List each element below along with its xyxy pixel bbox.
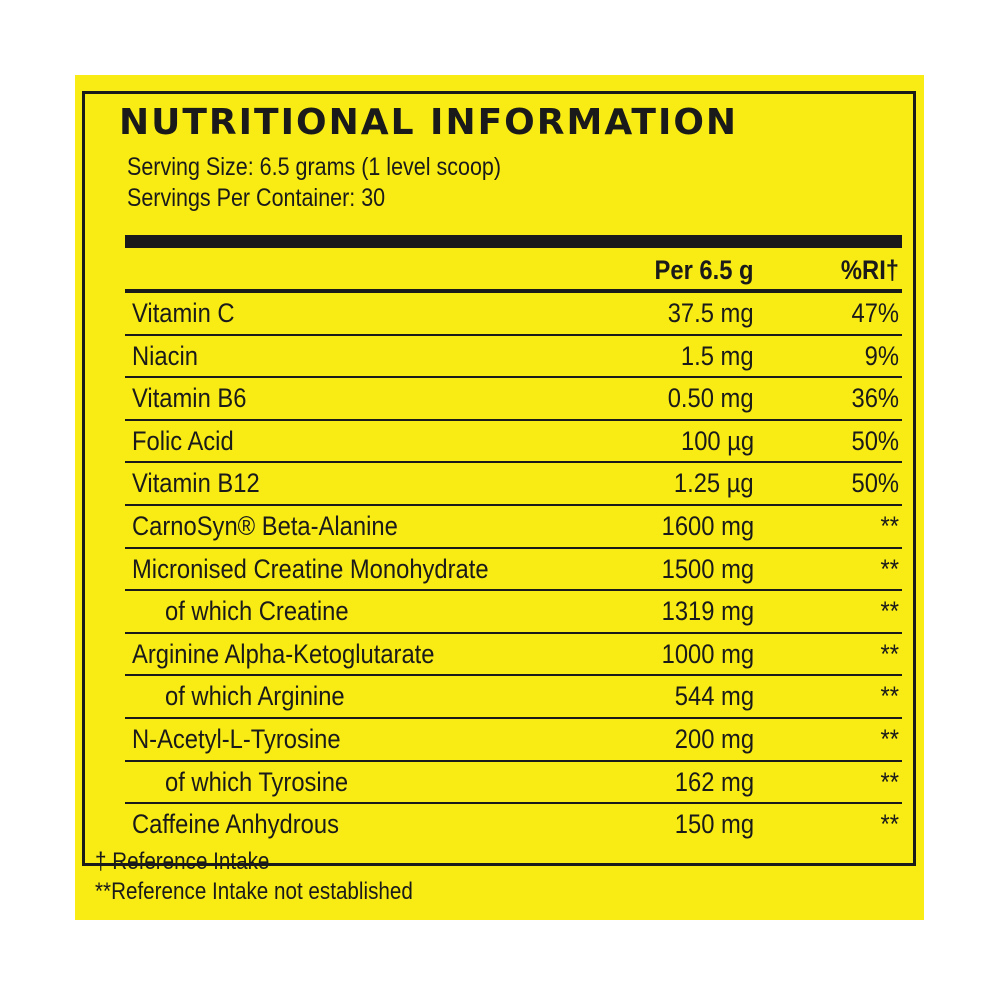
- nutrient-amount: 0.50 mg: [668, 383, 754, 414]
- header-ri: %RI†: [840, 255, 899, 285]
- nutrient-ri: **: [880, 723, 899, 754]
- footnotes: [95, 847, 413, 907]
- nutrient-amount: 100 µg: [680, 425, 754, 456]
- nutrient-name: of which Tyrosine: [165, 766, 349, 797]
- nutrient-name: Vitamin C: [132, 298, 235, 328]
- table-row: [125, 719, 902, 762]
- nutrient-name: of which Creatine: [165, 596, 349, 627]
- table-row: [125, 549, 902, 592]
- nutrient-name: Niacin: [132, 340, 199, 371]
- footnote-not-established: **Reference Intake not established: [95, 878, 413, 905]
- nutrient-name: CarnoSyn® Beta-Alanine: [132, 510, 398, 541]
- nutrient-ri: **: [880, 766, 899, 797]
- nutrient-name: Folic Acid: [132, 425, 234, 456]
- nutrient-ri: **: [880, 510, 899, 541]
- nutrient-ri: **: [880, 638, 899, 669]
- nutrient-name: of which Arginine: [165, 681, 345, 712]
- table-row: [125, 804, 902, 847]
- nutrient-amount: 200 mg: [674, 723, 754, 754]
- table-row: [125, 378, 902, 421]
- serving-info: [127, 152, 501, 214]
- nutrition-label: [75, 75, 924, 920]
- nutrient-ri: **: [880, 553, 899, 584]
- table-row: [125, 762, 902, 805]
- nutrient-amount: 37.5 mg: [668, 298, 754, 328]
- table-row: [125, 336, 902, 379]
- nutrient-name: Vitamin B12: [132, 468, 260, 499]
- table-row: [125, 676, 902, 719]
- nutrient-amount: 1.5 mg: [681, 340, 754, 371]
- nutrient-ri: 50%: [851, 468, 899, 499]
- servings-per-container: Servings Per Container: 30: [127, 184, 386, 212]
- table-row: [125, 421, 902, 464]
- serving-size: Serving Size: 6.5 grams (1 level scoop): [127, 153, 502, 181]
- nutrient-ri: **: [880, 596, 899, 627]
- nutrient-ri: 47%: [851, 298, 899, 328]
- nutrient-amount: 1000 mg: [661, 638, 754, 669]
- nutrient-ri: 36%: [851, 383, 899, 414]
- table-row: [125, 506, 902, 549]
- nutrition-table-frame: [82, 91, 916, 866]
- nutrient-amount: 1600 mg: [661, 510, 754, 541]
- nutrient-name: N-Acetyl-L-Tyrosine: [132, 723, 341, 754]
- nutrient-table: [125, 248, 902, 847]
- nutrient-name: Vitamin B6: [132, 383, 247, 414]
- nutrient-amount: 1500 mg: [661, 553, 754, 584]
- header-amount: Per 6.5 g: [654, 255, 754, 285]
- label-title: NUTRITIONAL INFORMATION: [119, 102, 739, 143]
- nutrient-amount: 1319 mg: [661, 596, 754, 627]
- nutrient-ri: 50%: [851, 425, 899, 456]
- table-row: [125, 591, 902, 634]
- table-row: [125, 634, 902, 677]
- nutrient-ri: 9%: [864, 340, 899, 371]
- nutrient-name: Arginine Alpha-Ketoglutarate: [132, 638, 435, 669]
- table-row: [125, 463, 902, 506]
- nutrient-name: Caffeine Anhydrous: [132, 809, 339, 840]
- nutrient-ri: **: [880, 809, 899, 840]
- nutrient-amount: 544 mg: [674, 681, 754, 712]
- table-header-row: [125, 248, 902, 293]
- table-row: [125, 293, 902, 336]
- nutrient-amount: 1.25 µg: [674, 468, 754, 499]
- nutrient-ri: **: [880, 681, 899, 712]
- nutrient-amount: 150 mg: [674, 809, 754, 840]
- nutrient-amount: 162 mg: [674, 766, 754, 797]
- footnote-reference-intake: † Reference Intake: [95, 848, 270, 875]
- nutrient-name: Micronised Creatine Monohydrate: [132, 553, 489, 584]
- header-divider: [125, 235, 902, 248]
